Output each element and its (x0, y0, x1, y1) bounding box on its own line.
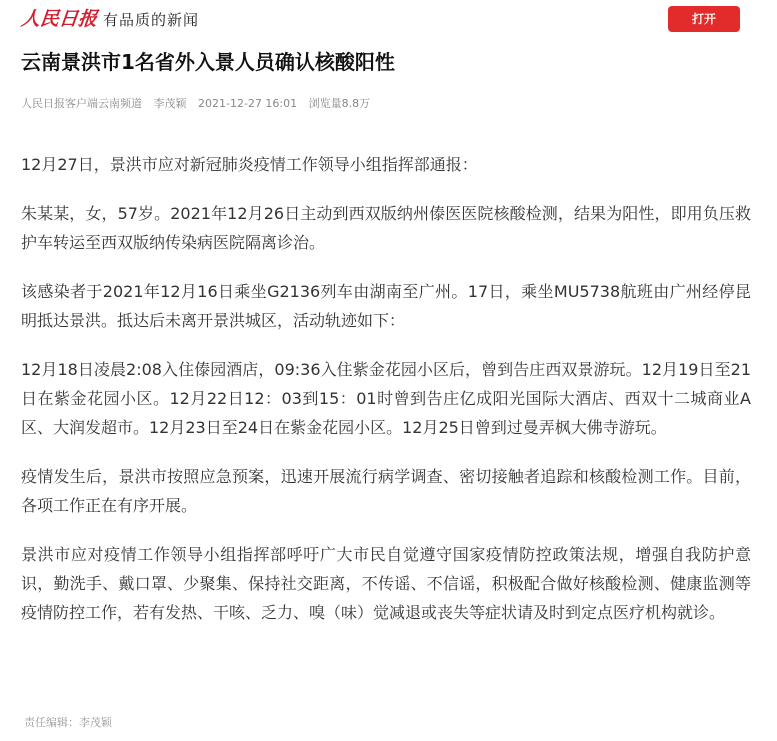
top-bar (0, 0, 777, 40)
paragraph: 朱某某，女，57岁。2021年12月26日主动到西双版纳州傣医医院核酸检测，结果为阳性，即用负压救护车转运至西双版纳传染病医院隔离诊治。 (21, 204, 751, 252)
slogan: 有品质的新闻 (103, 11, 200, 29)
article-title: 云南景洪市1名省外入景人员确认核酸阳性 (21, 50, 395, 74)
open-app-button[interactable]: 打开 (668, 6, 740, 32)
people-daily-logo[interactable]: 人民日报 (19, 8, 99, 30)
article-meta (21, 95, 378, 113)
paragraph: 12月27日，景洪市应对新冠肺炎疫情工作领导小组指挥部通报： (21, 155, 478, 174)
responsible-editor: 责任编辑：李茂颖 (24, 716, 112, 729)
article-author: 李茂颖 (153, 97, 187, 110)
article-datetime: 2021-12-27 16:01 (198, 97, 298, 110)
paragraph: 疫情发生后，景洪市按照应急预案，迅速开展流行病学调查、密切接触者追踪和核酸检测工作。目前，各项工作正在有序开展。 (21, 467, 751, 515)
paragraph: 景洪市应对疫情工作领导小组指挥部呼吁广大市民自觉遵守国家疫情防控政策法规，增强自我防护意识，勤洗手、戴口罩、少聚集、保持社交距离，不传谣、不信谣，积极配合做好核酸检测、健康监测等疫情防控工作，若有发热、干咳、乏力、嗅（味）觉减退或丧失等症状请及时到定点医疗机构就诊。 (21, 545, 751, 622)
article-source[interactable]: 人民日报客户端云南频道 (21, 97, 142, 110)
article-views: 浏览量8.8万 (308, 97, 371, 110)
paragraph: 12月18日凌晨2:08入住傣园酒店，09:36入住紫金花园小区后，曾到告庄西双景游玩。12月19日至21日在紫金花园小区。12月22日12：03到15：01时曾到告庄亿成阳光国际大酒店、西双十二城商业A区、大润发超市。12月23日至24日在紫金花园小区。12月25日曾到过曼弄枫大佛寺游玩。 (21, 360, 751, 437)
paragraph: 该感染者于2021年12月16日乘坐G2136列车由湖南至广州。17日，乘坐MU5738航班由广州经停昆明抵达景洪。抵达后未离开景洪城区，活动轨迹如下： (21, 282, 751, 330)
article-body (21, 150, 751, 647)
